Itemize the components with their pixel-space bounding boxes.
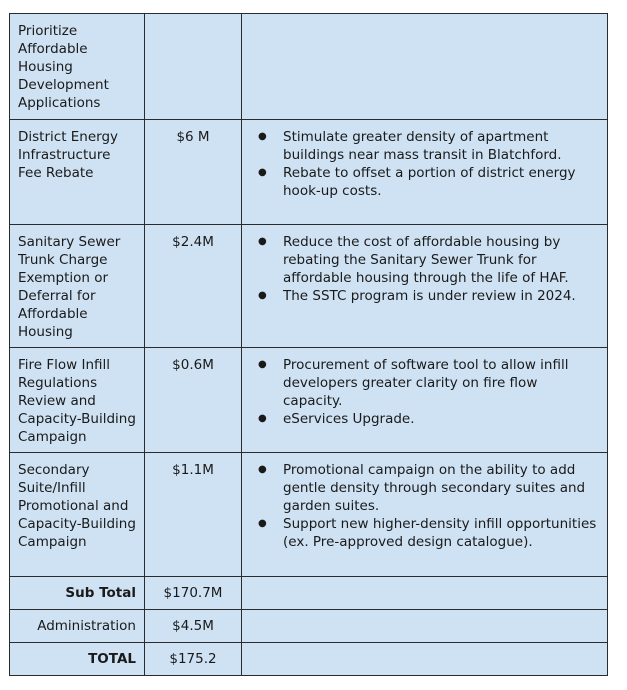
initiative-amount: $1.1M: [145, 453, 242, 577]
initiative-details: [242, 453, 608, 577]
initiative-amount: $0.6M: [145, 348, 242, 453]
subtotal-amount: $170.7M: [145, 577, 242, 610]
funding-table: [9, 13, 608, 676]
table-row: [10, 225, 608, 348]
administration-amount: $4.5M: [145, 610, 242, 643]
initiative-amount: $2.4M: [145, 225, 242, 348]
bullet-item: ● Promotional campaign on the ability to add gentle density through secondary suites and garden suites.: [283, 461, 599, 515]
administration-row: [10, 610, 608, 643]
table-row: [10, 120, 608, 225]
bullet-item: ● eServices Upgrade.: [283, 410, 599, 428]
bullet-list: [250, 128, 599, 200]
administration-label: Administration: [10, 610, 145, 643]
initiative-details: [242, 14, 608, 120]
bullet-item: ● Reduce the cost of affordable housing by rebating the Sanitary Sewer Trunk for affordable housing through the life of HAF.: [283, 233, 599, 287]
bullet-item: ● The SSTC program is under review in 2024.: [283, 287, 599, 305]
initiative-details: [242, 120, 608, 225]
initiative-name: Fire Flow Infill Regulations Review and Capacity-Building Campaign: [10, 348, 145, 453]
bullet-item: ● Support new higher-density infill opportunities (ex. Pre-approved design catalogue).: [283, 515, 599, 551]
bullet-item: ● Rebate to offset a portion of district energy hook-up costs.: [283, 164, 599, 200]
initiative-details: [242, 348, 608, 453]
initiative-name: Secondary Suite/Infill Promotional and Capacity-Building Campaign: [10, 453, 145, 577]
initiative-details: [242, 225, 608, 348]
initiative-amount: [145, 14, 242, 120]
bullet-item: ● Stimulate greater density of apartment buildings near mass transit in Blatchford.: [283, 128, 599, 164]
table-row: [10, 453, 608, 577]
bullet-list: [250, 461, 599, 551]
administration-notes: [242, 610, 608, 643]
initiative-name: Prioritize Affordable Housing Development Applications: [10, 14, 145, 120]
subtotal-notes: [242, 577, 608, 610]
total-label: TOTAL: [10, 643, 145, 676]
initiative-amount: $6 M: [145, 120, 242, 225]
bullet-item: ● Procurement of software tool to allow infill developers greater clarity on fire flow capacity.: [283, 356, 599, 410]
bullet-list: [250, 356, 599, 428]
subtotal-label: Sub Total: [10, 577, 145, 610]
table-row: [10, 14, 608, 120]
subtotal-row: [10, 577, 608, 610]
total-row: [10, 643, 608, 676]
table-row: [10, 348, 608, 453]
bullet-list: [250, 233, 599, 305]
total-amount: $175.2: [145, 643, 242, 676]
total-notes: [242, 643, 608, 676]
initiative-name: Sanitary Sewer Trunk Charge Exemption or Deferral for Affordable Housing: [10, 225, 145, 348]
initiative-name: District Energy Infrastructure Fee Rebate: [10, 120, 145, 225]
